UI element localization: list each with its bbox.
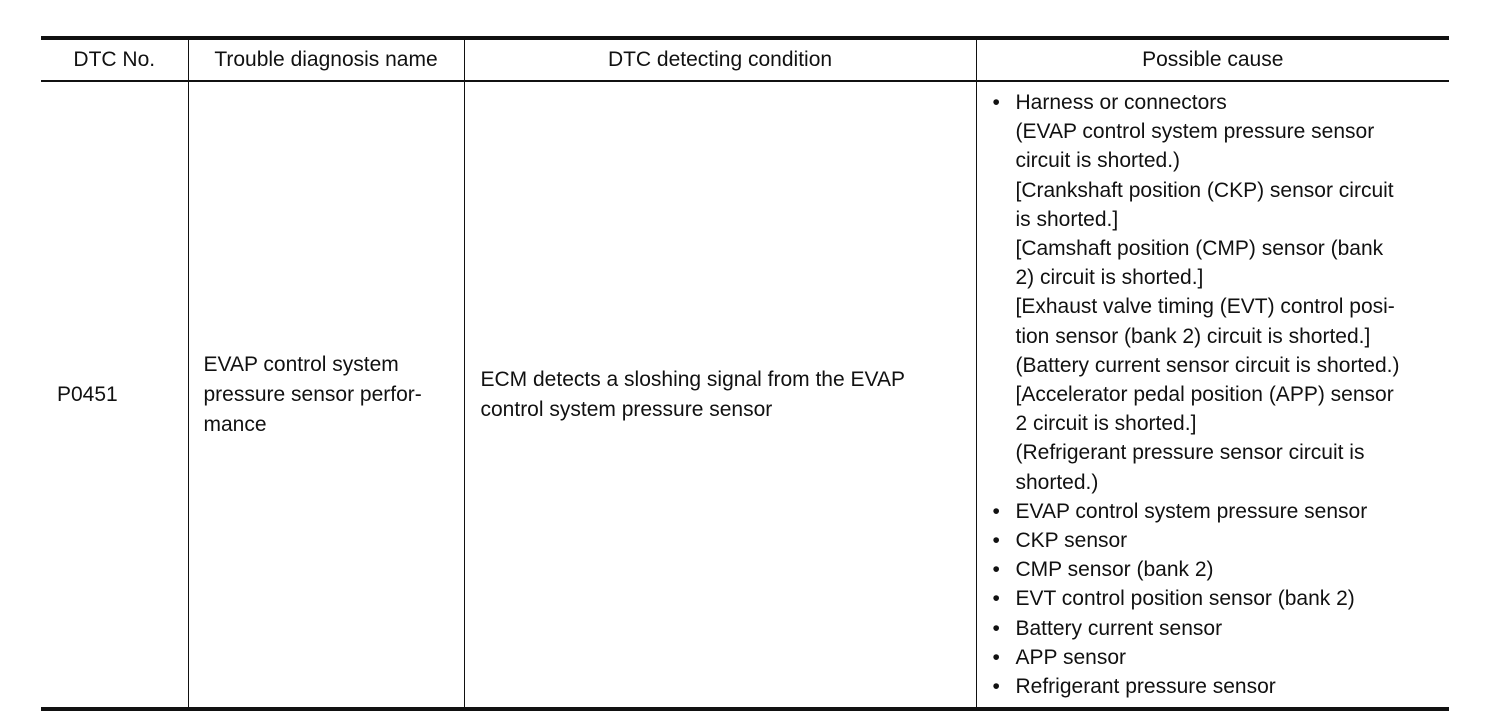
bullet-icon: • — [992, 675, 1000, 699]
cause-text: Refrigerant pressure sensor — [1015, 675, 1276, 699]
table-row — [41, 81, 1449, 709]
dtc-number-cell — [41, 81, 188, 709]
cause-detail-line: is shorted.] — [1015, 207, 1119, 231]
diagnosis-name-line: EVAP control system — [203, 352, 399, 376]
detecting-condition-cell — [464, 81, 976, 709]
cause-list-item — [991, 526, 1444, 555]
cause-detail-line: (EVAP control system pressure sensor — [1015, 120, 1375, 144]
possible-cause-list — [991, 88, 1444, 701]
header-trouble-diagnosis-name: Trouble diagnosis name — [188, 38, 464, 81]
bullet-icon: • — [992, 645, 1000, 669]
cause-detail-line: 2 circuit is shorted.] — [1015, 412, 1197, 436]
cause-list-item — [991, 643, 1444, 672]
cause-detail-line: (Refrigerant pressure sensor circuit is — [1015, 441, 1365, 465]
cause-text: EVAP control system pressure sensor — [1015, 499, 1368, 523]
cause-detail-line: [Exhaust valve timing (EVT) control posi- — [1015, 295, 1395, 319]
diagnosis-name-line: pressure sensor perfor- — [203, 382, 422, 406]
cause-detail-line: [Camshaft position (CMP) sensor (bank — [1015, 237, 1384, 261]
cause-text: EVT control position sensor (bank 2) — [1015, 587, 1355, 611]
bullet-icon: • — [992, 91, 1000, 114]
cause-list-item — [991, 555, 1444, 584]
cause-text: APP sensor — [1015, 645, 1127, 669]
bullet-icon: • — [992, 529, 1000, 553]
cause-detail-line: tion sensor (bank 2) circuit is shorted.] — [1015, 324, 1371, 348]
cause-text: Harness or connectors — [1015, 91, 1227, 114]
dtc-number: P0451 — [57, 382, 118, 406]
bullet-icon: • — [992, 499, 1000, 523]
cause-detail-line: shorted.) — [1015, 470, 1099, 494]
cause-detail-line: circuit is shorted.) — [1015, 149, 1181, 173]
header-dtc-detecting-condition: DTC detecting condition — [464, 38, 976, 81]
diagnosis-name-line: mance — [203, 412, 267, 436]
diagnosis-name-cell — [188, 81, 464, 709]
table-body — [41, 81, 1449, 709]
possible-cause-cell — [976, 81, 1449, 709]
cause-list-item — [991, 672, 1444, 701]
detecting-condition-line: ECM detects a sloshing signal from the EVAP — [480, 367, 905, 391]
cause-list-item — [991, 88, 1444, 497]
bullet-icon: • — [992, 616, 1000, 640]
dtc-table — [41, 36, 1449, 711]
cause-list-item — [991, 497, 1444, 526]
cause-detail-line: [Crankshaft position (CKP) sensor circuit — [1015, 178, 1394, 202]
cause-text: Battery current sensor — [1015, 616, 1223, 640]
detecting-condition-line: control system pressure sensor — [480, 397, 773, 421]
cause-list-item — [991, 584, 1444, 613]
header-possible-cause: Possible cause — [976, 38, 1449, 81]
cause-detail-line: 2) circuit is shorted.] — [1015, 266, 1204, 290]
cause-detail-line: [Accelerator pedal position (APP) sensor — [1015, 383, 1394, 407]
cause-list-item — [991, 614, 1444, 643]
header-row — [41, 38, 1449, 81]
bullet-icon: • — [992, 587, 1000, 611]
table-header — [41, 38, 1449, 81]
cause-text: CMP sensor (bank 2) — [1015, 558, 1214, 582]
cause-text: CKP sensor — [1015, 529, 1128, 553]
bullet-icon: • — [992, 558, 1000, 582]
header-dtc-no: DTC No. — [41, 38, 188, 81]
cause-detail-lines — [1016, 117, 1444, 497]
cause-detail-line: (Battery current sensor circuit is shorted.) — [1015, 353, 1400, 377]
